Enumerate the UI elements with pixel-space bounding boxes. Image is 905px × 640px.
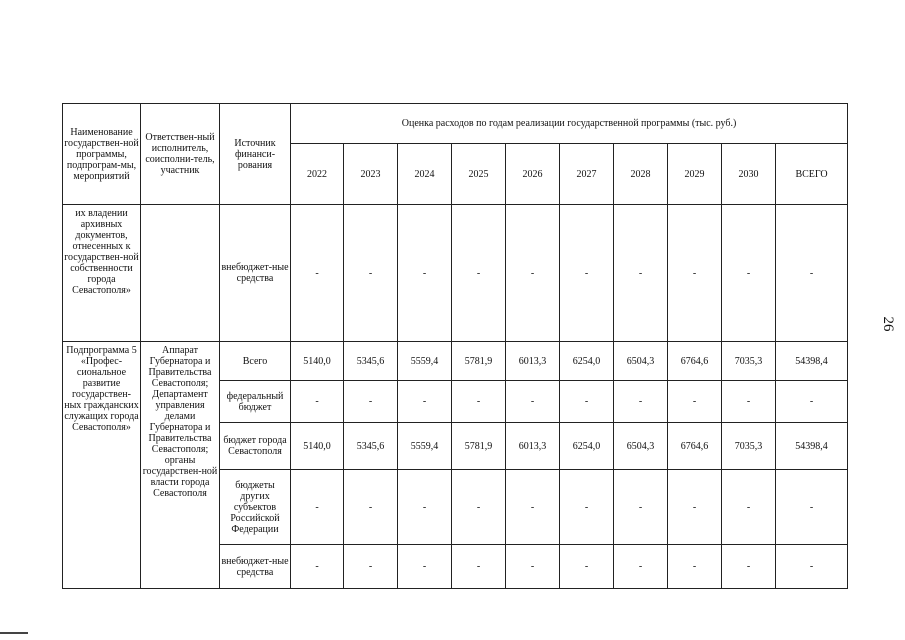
value-cell: - — [398, 545, 452, 589]
source-cell: федеральный бюджет — [220, 381, 291, 423]
source-cell: бюджет города Севастополя — [220, 423, 291, 470]
value-cell: 5559,4 — [398, 423, 452, 470]
value-cell: - — [398, 205, 452, 342]
value-cell: - — [560, 381, 614, 423]
header-year: 2030 — [722, 144, 776, 205]
responsible-cell — [141, 205, 220, 342]
header-source: Источник финанси-рования — [220, 104, 291, 205]
value-cell: - — [668, 545, 722, 589]
value-cell: - — [452, 545, 506, 589]
value-cell: 5140,0 — [291, 342, 344, 381]
source-cell: внебюджет-ные средства — [220, 205, 291, 342]
value-cell: 5781,9 — [452, 342, 506, 381]
header-name: Наименование государствен-ной программы, подпрограм-мы, мероприятий — [63, 104, 141, 205]
header-year: 2028 — [614, 144, 668, 205]
value-cell: 5140,0 — [291, 423, 344, 470]
header-year: 2027 — [560, 144, 614, 205]
value-cell: - — [452, 470, 506, 545]
value-cell: 6254,0 — [560, 342, 614, 381]
value-cell: 5559,4 — [398, 342, 452, 381]
value-cell: - — [560, 205, 614, 342]
source-cell: Всего — [220, 342, 291, 381]
value-cell: - — [291, 381, 344, 423]
table-row — [63, 342, 848, 381]
value-cell: 54398,4 — [776, 342, 848, 381]
value-cell: - — [614, 545, 668, 589]
program-name-cell: их владении архивных документов, отнесенных к государствен-ной собственности города Севастополя» — [63, 205, 141, 342]
value-cell: - — [506, 470, 560, 545]
page-number: 26 — [880, 316, 896, 332]
value-cell: - — [291, 545, 344, 589]
header-responsible: Ответствен-ный исполнитель, соисполни-тель, участник — [141, 104, 220, 205]
header-year: 2024 — [398, 144, 452, 205]
header-year: 2026 — [506, 144, 560, 205]
value-cell: 6254,0 — [560, 423, 614, 470]
value-cell: - — [722, 205, 776, 342]
value-cell: 54398,4 — [776, 423, 848, 470]
value-cell: - — [344, 470, 398, 545]
value-cell: - — [722, 470, 776, 545]
value-cell: - — [668, 470, 722, 545]
value-cell: 6764,6 — [668, 342, 722, 381]
source-cell: внебюджет-ные средства — [220, 545, 291, 589]
value-cell: - — [722, 545, 776, 589]
value-cell: - — [452, 381, 506, 423]
value-cell: - — [668, 381, 722, 423]
value-cell: 5781,9 — [452, 423, 506, 470]
value-cell: - — [668, 205, 722, 342]
source-cell: бюджеты других субъектов Российской Федерации — [220, 470, 291, 545]
value-cell: - — [560, 545, 614, 589]
value-cell: - — [506, 381, 560, 423]
value-cell: - — [291, 205, 344, 342]
header-year: 2029 — [668, 144, 722, 205]
scan-edge-mark — [0, 632, 28, 634]
value-cell: - — [398, 470, 452, 545]
value-cell: - — [560, 470, 614, 545]
value-cell: - — [614, 470, 668, 545]
header-year: 2022 — [291, 144, 344, 205]
value-cell: - — [344, 545, 398, 589]
value-cell: 6013,3 — [506, 342, 560, 381]
value-cell: - — [614, 381, 668, 423]
value-cell: - — [722, 381, 776, 423]
table-row — [63, 205, 848, 342]
value-cell: - — [776, 470, 848, 545]
budget-table — [62, 103, 848, 589]
value-cell: - — [344, 205, 398, 342]
value-cell: 5345,6 — [344, 423, 398, 470]
header-year: 2025 — [452, 144, 506, 205]
value-cell: - — [398, 381, 452, 423]
value-cell: - — [776, 381, 848, 423]
value-cell: - — [452, 205, 506, 342]
value-cell: - — [506, 205, 560, 342]
value-cell: 6504,3 — [614, 423, 668, 470]
value-cell: - — [776, 205, 848, 342]
value-cell: - — [776, 545, 848, 589]
value-cell: - — [614, 205, 668, 342]
value-cell: 7035,3 — [722, 342, 776, 381]
value-cell: 6504,3 — [614, 342, 668, 381]
header-total: ВСЕГО — [776, 144, 848, 205]
value-cell: 6013,3 — [506, 423, 560, 470]
value-cell: 6764,6 — [668, 423, 722, 470]
header-year: 2023 — [344, 144, 398, 205]
value-cell: - — [506, 545, 560, 589]
value-cell: 7035,3 — [722, 423, 776, 470]
value-cell: - — [291, 470, 344, 545]
value-cell: - — [344, 381, 398, 423]
header-estimate: Оценка расходов по годам реализации государственной программы (тыс. руб.) — [291, 104, 848, 144]
responsible-cell: Аппарат Губернатора и Правительства Севастополя; Департамент управления делами Губернатора и Правительства Севастополя; органы государствен-ной власти города Севастополя — [141, 342, 220, 589]
value-cell: 5345,6 — [344, 342, 398, 381]
program-name-cell: Подпрограмма 5 «Профес-сиональное развитие государствен-ных гражданских служащих города Севастополя» — [63, 342, 141, 589]
